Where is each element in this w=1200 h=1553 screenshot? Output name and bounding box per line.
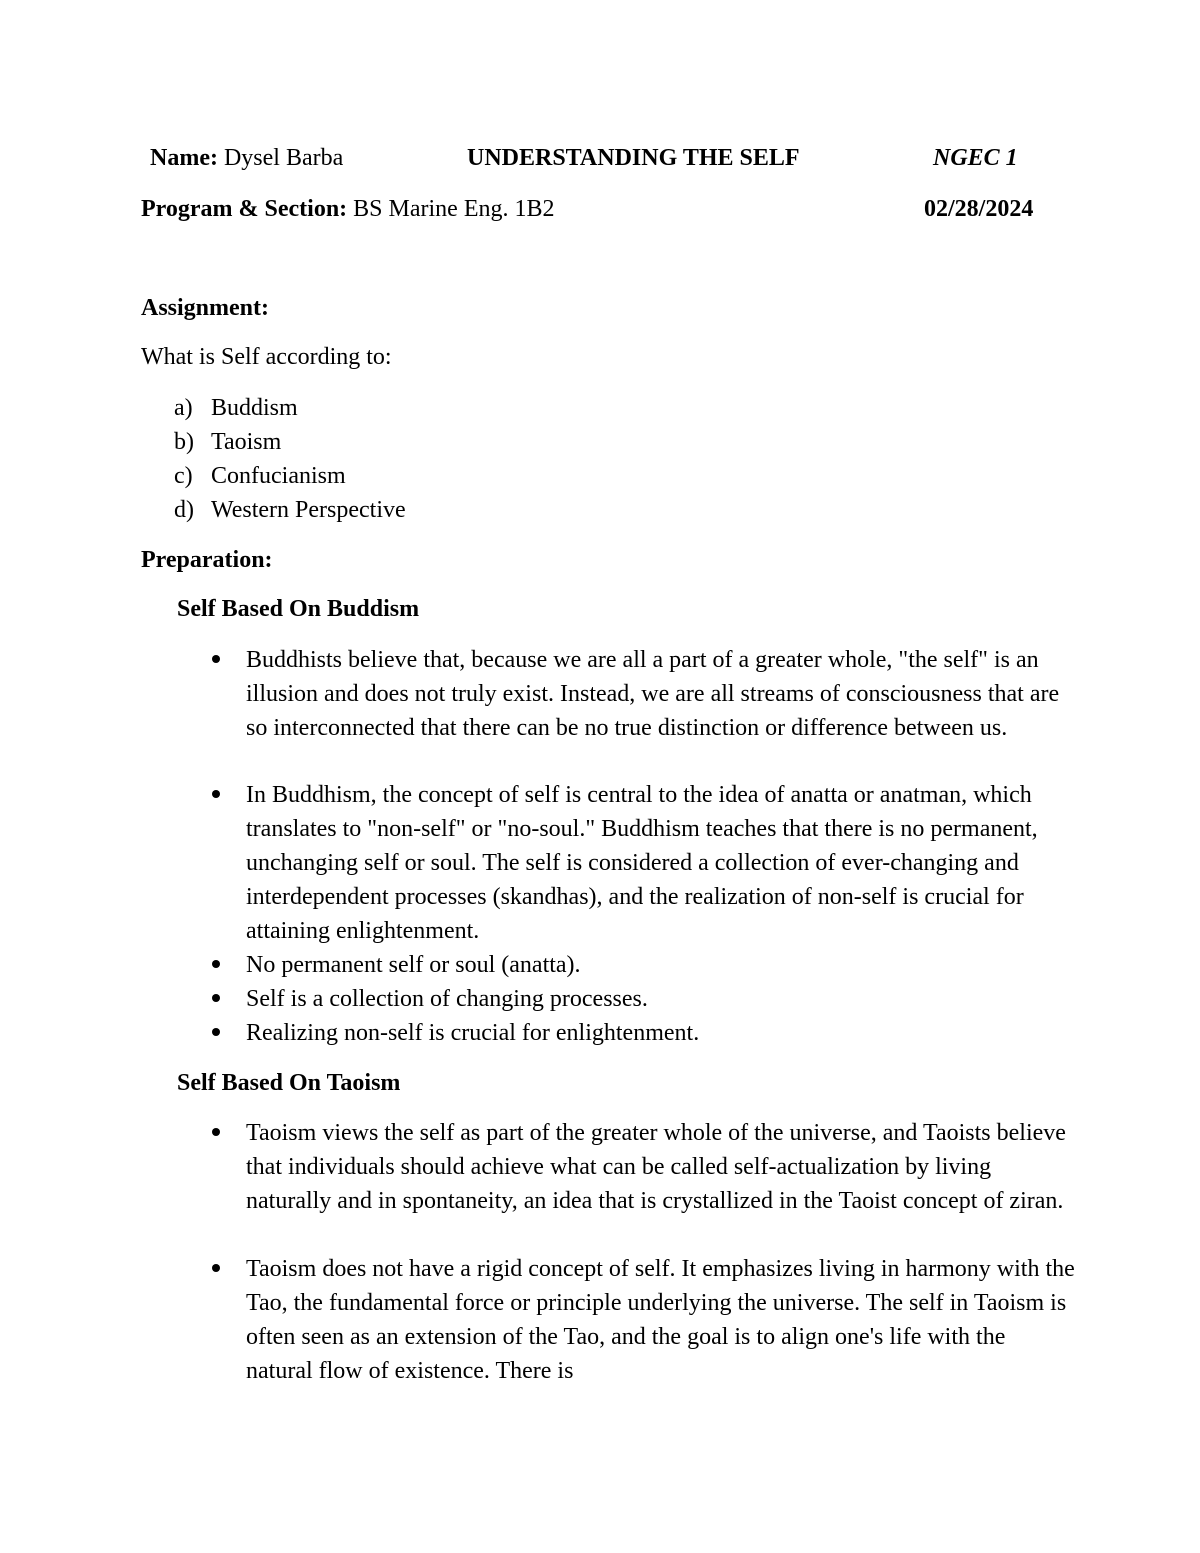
taoism-heading: Self Based On Taoism xyxy=(177,1070,401,1096)
list-item-text: Confucianism xyxy=(211,463,346,489)
bullet-text: No permanent self or soul (anatta). xyxy=(246,952,581,978)
bullet-icon xyxy=(212,790,220,798)
preparation-heading: Preparation: xyxy=(141,547,273,573)
name-field xyxy=(150,141,343,175)
list-marker: a) xyxy=(174,395,193,421)
list-item-text: Taoism xyxy=(211,429,282,455)
bullet-text: Self is a collection of changing processes. xyxy=(246,986,648,1012)
bullet-text: Taoism does not have a rigid concept of self. It emphasizes living in harmony with the Tao, the fundamental force or principle underlying the universe. The self in Taoism is often seen as an extension of the Tao, and the goal is to align one's life with the natural flow of existence. There is xyxy=(246,1256,1075,1384)
assignment-prompt: What is Self according to: xyxy=(141,344,392,370)
bullet-icon xyxy=(212,1028,220,1036)
list-marker: c) xyxy=(174,463,193,489)
buddhism-heading: Self Based On Buddism xyxy=(177,596,420,622)
list-item-text: Western Perspective xyxy=(211,497,406,523)
list-item-text: Buddism xyxy=(211,395,298,421)
program-label: Program & Section: xyxy=(141,196,348,222)
program-value: BS Marine Eng. 1B2 xyxy=(353,196,555,222)
bullet-icon xyxy=(212,1128,220,1136)
program-field xyxy=(141,192,555,226)
course-code: NGEC 1 xyxy=(933,145,1018,171)
bullet-icon xyxy=(212,655,220,663)
name-label: Name: xyxy=(150,145,218,171)
date: 02/28/2024 xyxy=(924,196,1034,222)
bullet-icon xyxy=(212,960,220,968)
bullet-text: Buddhists believe that, because we are all a part of a greater whole, "the self" is an illusion and does not truly exist. Instead, we are all streams of consciousness that are so interconnected that there can be no true distinction or difference between us. xyxy=(246,647,1060,741)
bullet-text: In Buddhism, the concept of self is central to the idea of anatta or anatman, which translates to "non-self" or "no-soul." Buddhism teaches that there is no permanent, unchanging self or soul. The self is considered a collection of ever-changing and interdependent processes (skandhas), and the realization of non-self is crucial for attaining enlightenment. xyxy=(246,782,1038,944)
bullet-text: Realizing non-self is crucial for enlightenment. xyxy=(246,1020,700,1046)
assignment-heading: Assignment: xyxy=(141,295,270,321)
name-value: Dysel Barba xyxy=(223,145,344,171)
course-title: UNDERSTANDING THE SELF xyxy=(467,145,800,171)
list-marker: d) xyxy=(174,497,194,523)
bullet-icon xyxy=(212,994,220,1002)
bullet-icon xyxy=(212,1264,220,1272)
list-marker: b) xyxy=(174,429,194,455)
bullet-text: Taoism views the self as part of the greater whole of the universe, and Taoists believe that individuals should achieve what can be called self-actualization by living naturally and in spontaneity, an idea that is crystallized in the Taoist concept of ziran. xyxy=(246,1120,1066,1214)
